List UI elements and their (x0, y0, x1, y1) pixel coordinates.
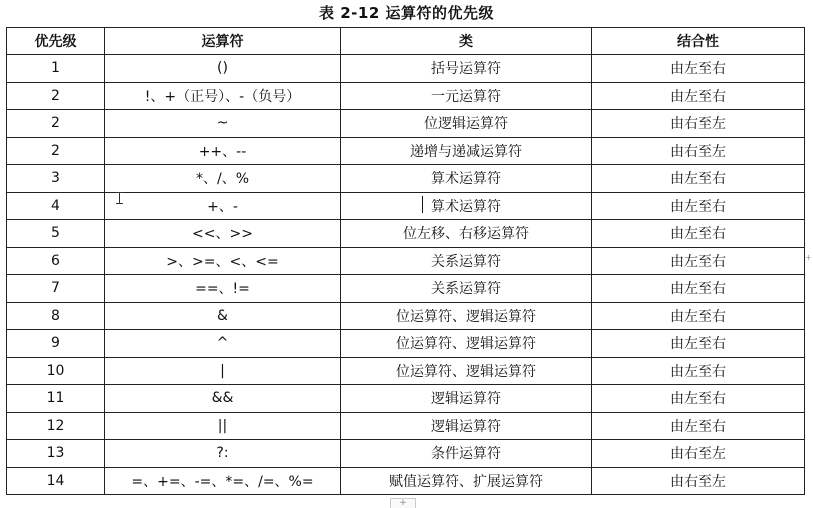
cell-associativity[interactable]: 由左至右 (592, 330, 805, 358)
cell-precedence[interactable]: 10 (7, 357, 105, 385)
cell-precedence[interactable]: 13 (7, 440, 105, 468)
cell-category[interactable]: 位运算符、逻辑运算符 (341, 330, 592, 358)
cell-associativity[interactable]: 由左至右 (592, 55, 805, 83)
cell-associativity[interactable]: 由右至左 (592, 440, 805, 468)
cell-operator[interactable]: ==、!= (105, 275, 341, 303)
cell-associativity[interactable]: 由右至左 (592, 137, 805, 165)
cell-precedence[interactable]: 9 (7, 330, 105, 358)
cell-precedence[interactable]: 2 (7, 82, 105, 110)
cell-precedence[interactable]: 2 (7, 110, 105, 138)
table-row (7, 82, 805, 110)
cell-operator[interactable]: +、- (105, 192, 341, 220)
table-header-row (7, 28, 805, 55)
cell-category[interactable]: 逻辑运算符 (341, 412, 592, 440)
cell-operator[interactable]: >、>=、<、<= (105, 247, 341, 275)
table-add-row-handle-icon[interactable]: + (390, 498, 416, 508)
table-row (7, 357, 805, 385)
cell-operator[interactable]: ~ (105, 110, 341, 138)
table-row (7, 220, 805, 248)
header-category: 类 (341, 28, 592, 55)
cell-category[interactable]: 关系运算符 (341, 247, 592, 275)
cell-category[interactable]: 算术运算符 (341, 165, 592, 193)
cell-associativity[interactable]: 由左至右 (592, 220, 805, 248)
table-row (7, 385, 805, 413)
cell-category[interactable]: 关系运算符 (341, 275, 592, 303)
cell-associativity[interactable]: 由右至左 (592, 467, 805, 495)
cell-operator[interactable]: *、/、% (105, 165, 341, 193)
cell-precedence[interactable]: 12 (7, 412, 105, 440)
cell-precedence[interactable]: 6 (7, 247, 105, 275)
cell-category[interactable]: 位运算符、逻辑运算符 (341, 357, 592, 385)
cell-associativity[interactable]: 由左至右 (592, 412, 805, 440)
cell-operator[interactable]: () (105, 55, 341, 83)
cell-associativity[interactable]: 由左至右 (592, 82, 805, 110)
cell-precedence[interactable]: 8 (7, 302, 105, 330)
table-row (7, 137, 805, 165)
cell-category[interactable]: 括号运算符 (341, 55, 592, 83)
table-row (7, 247, 805, 275)
cell-operator[interactable]: && (105, 385, 341, 413)
cell-associativity[interactable]: 由左至右 (592, 165, 805, 193)
text-caret (422, 196, 423, 213)
cell-category[interactable]: 赋值运算符、扩展运算符 (341, 467, 592, 495)
cell-precedence[interactable]: 4 (7, 192, 105, 220)
table-row (7, 302, 805, 330)
cell-category[interactable]: 条件运算符 (341, 440, 592, 468)
cell-category[interactable]: 逻辑运算符 (341, 385, 592, 413)
cell-category[interactable]: 递增与递减运算符 (341, 137, 592, 165)
table-row (7, 165, 805, 193)
ibeam-cursor-icon (116, 192, 123, 204)
header-associativity: 结合性 (592, 28, 805, 55)
cell-associativity[interactable]: 由左至右 (592, 247, 805, 275)
cell-precedence[interactable]: 5 (7, 220, 105, 248)
header-operator: 运算符 (105, 28, 341, 55)
cell-operator[interactable]: ++、-- (105, 137, 341, 165)
cell-operator[interactable]: =、+=、-=、*=、/=、%= (105, 467, 341, 495)
cell-category[interactable]: 一元运算符 (341, 82, 592, 110)
cell-category[interactable]: 位左移、右移运算符 (341, 220, 592, 248)
cell-associativity[interactable]: 由左至右 (592, 302, 805, 330)
table-row (7, 412, 805, 440)
table-row (7, 192, 805, 220)
table-resize-handle-right-icon[interactable]: + (805, 253, 812, 262)
operator-precedence-table[interactable] (6, 27, 805, 495)
cell-category[interactable]: 位逻辑运算符 (341, 110, 592, 138)
cell-operator[interactable]: !、+（正号）、-（负号） (105, 82, 341, 110)
cell-operator[interactable]: ?: (105, 440, 341, 468)
table-row (7, 110, 805, 138)
cell-operator[interactable]: <<、>> (105, 220, 341, 248)
cell-precedence[interactable]: 7 (7, 275, 105, 303)
cell-precedence[interactable]: 1 (7, 55, 105, 83)
cell-associativity[interactable]: 由右至左 (592, 110, 805, 138)
cell-precedence[interactable]: 14 (7, 467, 105, 495)
cell-precedence[interactable]: 3 (7, 165, 105, 193)
cell-precedence[interactable]: 11 (7, 385, 105, 413)
cell-associativity[interactable]: 由左至右 (592, 275, 805, 303)
cell-category[interactable]: 算术运算符 (341, 192, 592, 220)
cell-operator[interactable]: ^ (105, 330, 341, 358)
header-precedence: 优先级 (7, 28, 105, 55)
cell-associativity[interactable]: 由左至右 (592, 385, 805, 413)
table-row (7, 275, 805, 303)
table-caption: 表 2-12 运算符的优先级 (319, 4, 494, 22)
cell-operator[interactable]: & (105, 302, 341, 330)
cell-operator[interactable]: || (105, 412, 341, 440)
table-row (7, 330, 805, 358)
table-row (7, 467, 805, 495)
table-row (7, 55, 805, 83)
cell-associativity[interactable]: 由左至右 (592, 357, 805, 385)
cell-category[interactable]: 位运算符、逻辑运算符 (341, 302, 592, 330)
cell-operator[interactable]: | (105, 357, 341, 385)
cell-associativity[interactable]: 由左至右 (592, 192, 805, 220)
table-row (7, 440, 805, 468)
cell-precedence[interactable]: 2 (7, 137, 105, 165)
